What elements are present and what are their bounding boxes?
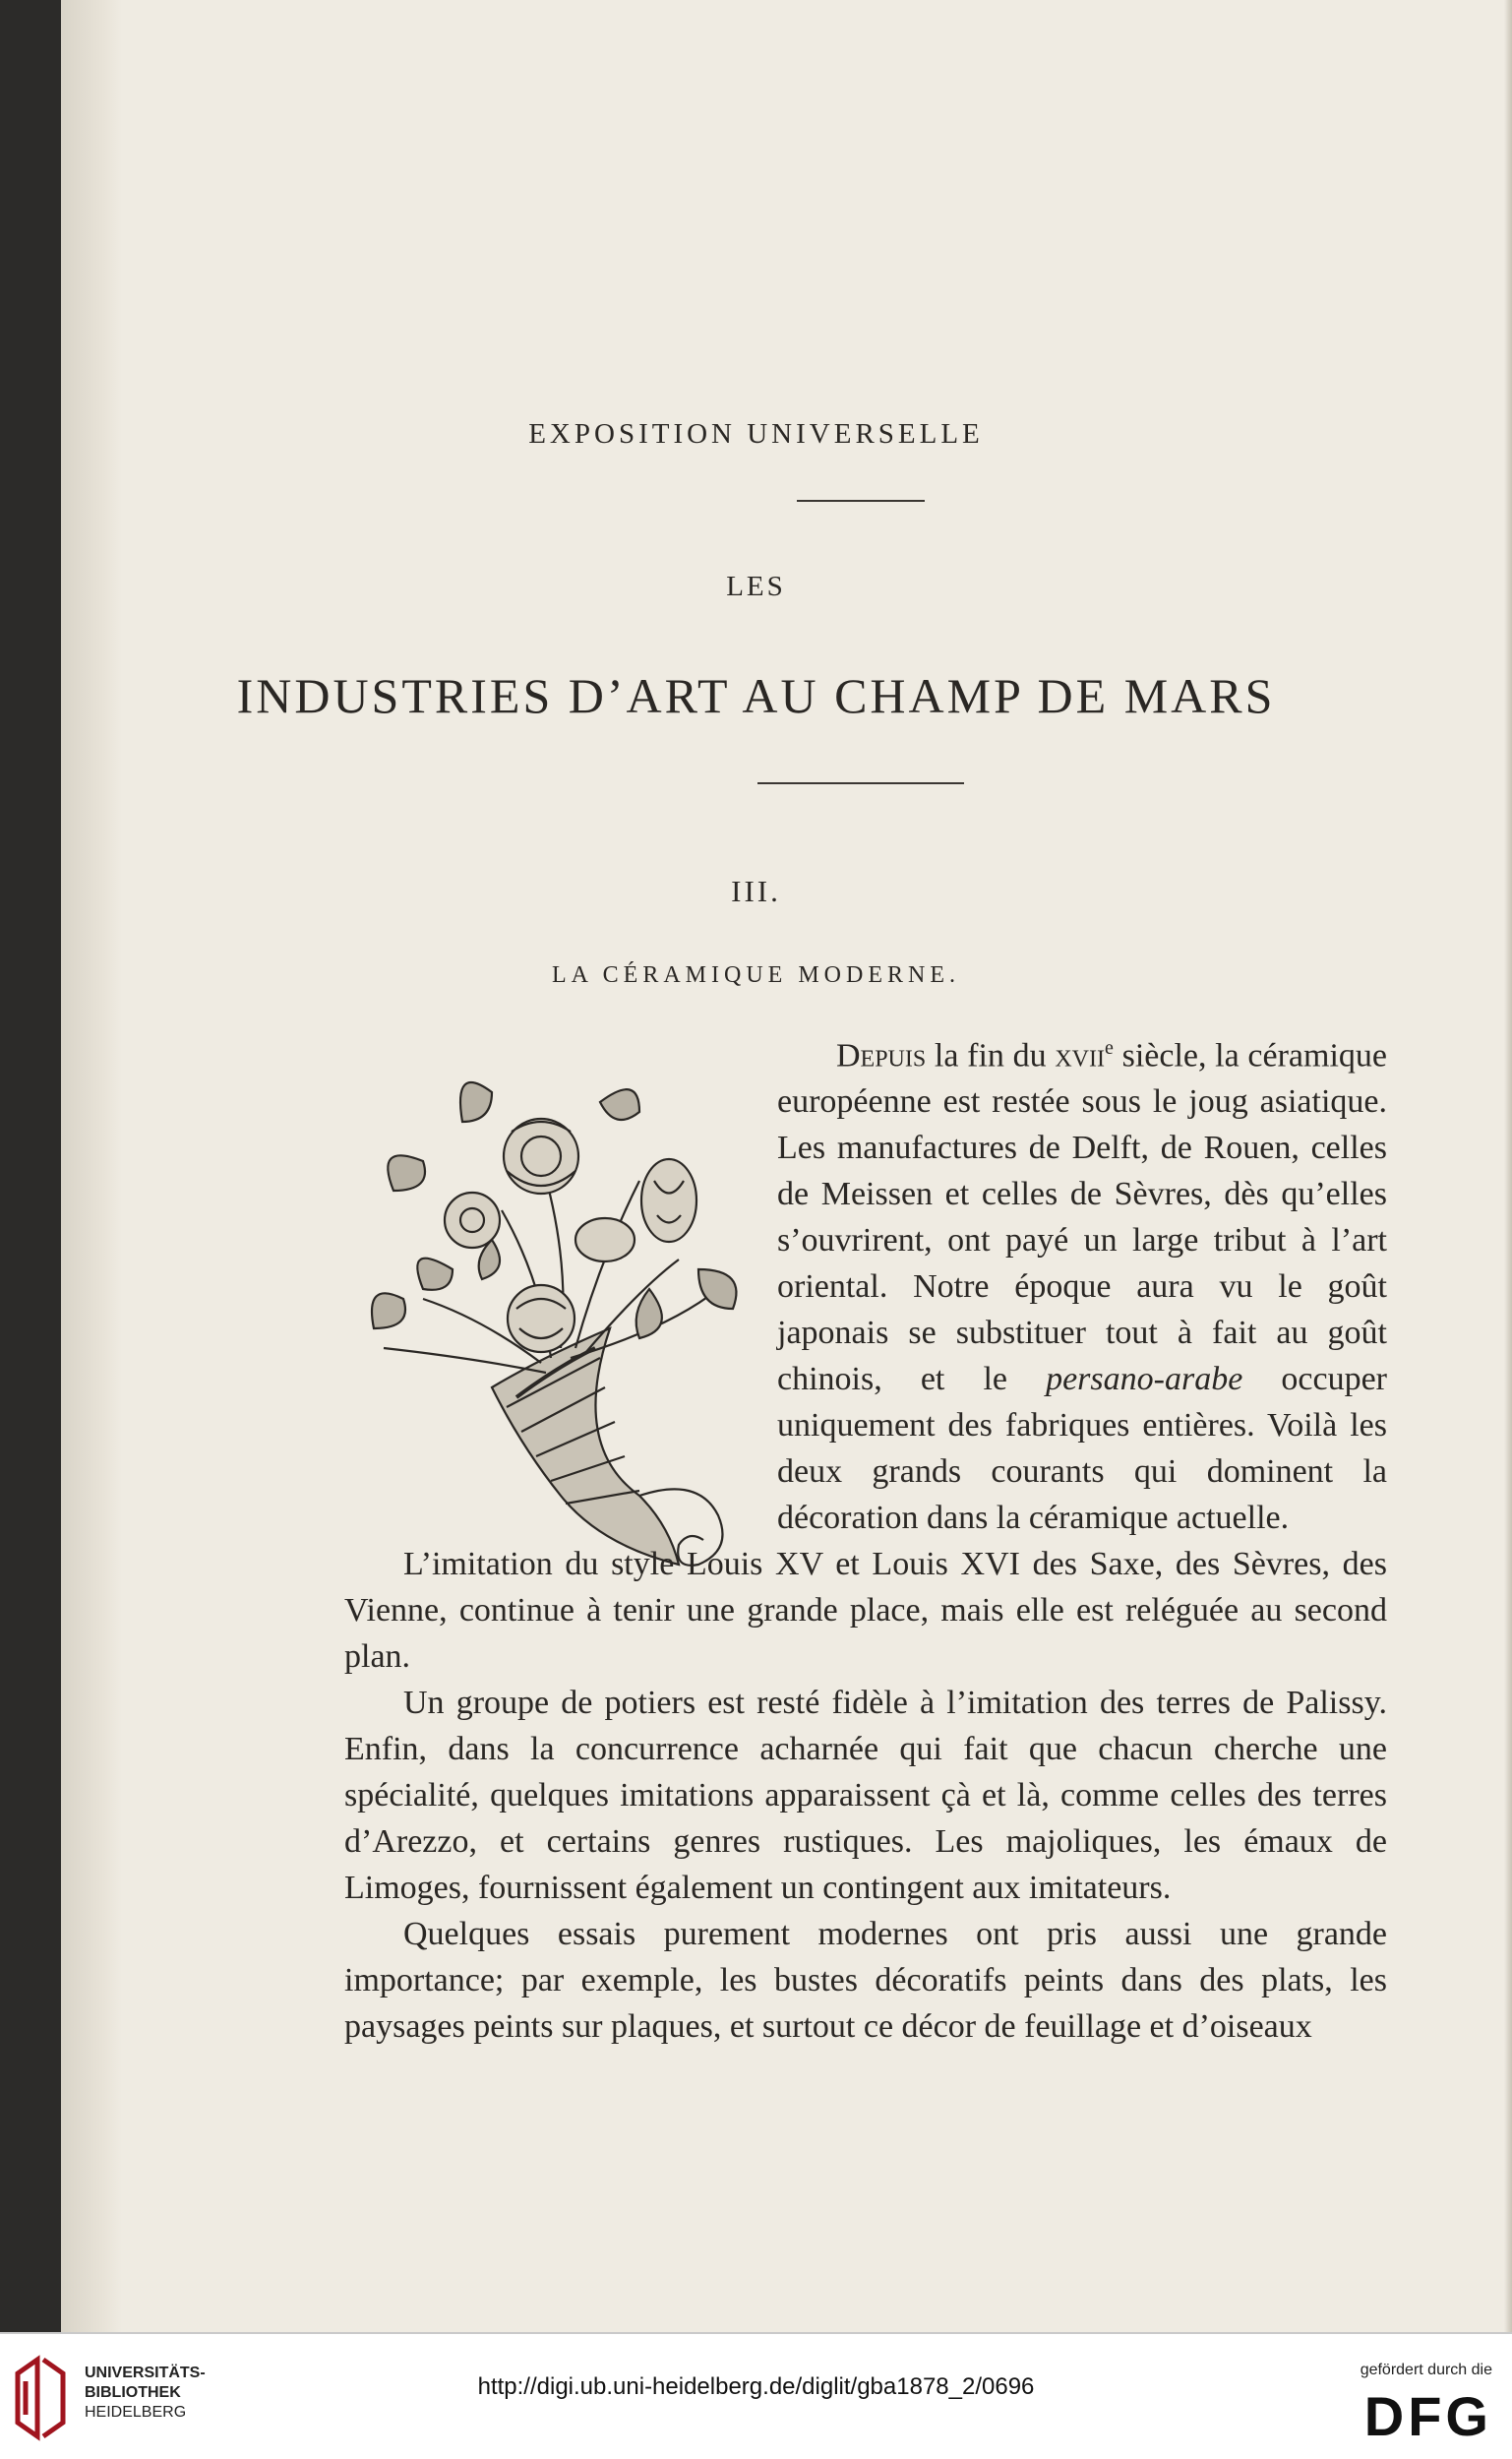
paragraph-2: L’imitation du style Louis XV et Louis XVI des Saxe, des Sèvres, des Vienne, continue à tenir une grande place, mais elle est reléguée au second plan.	[344, 1546, 1387, 1676]
drop-lead-word: Depuis	[836, 1037, 927, 1075]
century-numeral: xvii	[1055, 1037, 1105, 1075]
paragraph-1-text-a: siècle, la céramique européenne est restée sous le joug asiatique. Les manufactures de Delft, de Rouen, celles de Meissen et celles de Sèvres, dès qu’elles s’ouvrirent, ont payé un large tribut à l’art oriental. Notre époque aura vu le goût japonais se substituer tout à fait au goût chinois, et le	[777, 1037, 1387, 1398]
main-title: INDUSTRIES D’ART AU CHAMP DE MARS	[236, 668, 1276, 723]
permalink-url[interactable]: http://digi.ub.uni-heidelberg.de/diglit/gba1878_2/0696	[477, 2373, 1035, 2400]
digitization-footer	[0, 2332, 1512, 2459]
library-line-2: BIBLIOTHEK	[85, 2384, 181, 2401]
page-gutter	[61, 0, 122, 2332]
paragraph-4: Quelques essais purement modernes ont pris aussi une grande importance; par exemple, les bustes décoratifs peints dans des plats, les paysages peints sur plaques, et surtout ce décor de feuillage et d’oiseaux	[344, 1916, 1387, 2046]
running-header: EXPOSITION UNIVERSELLE	[528, 418, 984, 450]
funding-label: gefördert durch die	[1360, 2362, 1492, 2378]
dfg-logo: DFG	[1363, 2385, 1492, 2447]
article-body	[344, 1025, 1387, 2050]
page-edge	[1504, 0, 1512, 2332]
library-line-1: UNIVERSITÄTS-	[85, 2365, 206, 2381]
italic-term: persano-arabe	[1046, 1361, 1243, 1398]
paragraph-1-text-b: occuper uniquement des fabriques entières. Voilà les deux grands courants qui dominent la décoration dans la céramique actuelle.	[777, 1361, 1387, 1537]
title-les: LES	[726, 571, 786, 602]
paragraph-1	[777, 1025, 1387, 1541]
title-rule	[757, 782, 964, 784]
paragraph-1-text-lead: la fin du	[926, 1037, 1056, 1075]
section-title: LA CÉRAMIQUE MODERNE.	[552, 962, 960, 988]
paragraph-3: Un groupe de potiers est resté fidèle à l’imitation des terres de Palissy. Enfin, dans la concurrence acharnée qui fait que chacun cherche une spécialité, quelques imitations apparaissent çà et là, comme celles des terres d’Arezzo, et certains genres rustiques. Les majoliques, les émaux de Limoges, fournissent également un contingent aux imitateurs.	[344, 1685, 1387, 1907]
section-number: III.	[731, 874, 781, 908]
header-rule	[797, 500, 925, 502]
century-superscript: e	[1105, 1037, 1114, 1059]
library-line-3: HEIDELBERG	[85, 2404, 187, 2421]
